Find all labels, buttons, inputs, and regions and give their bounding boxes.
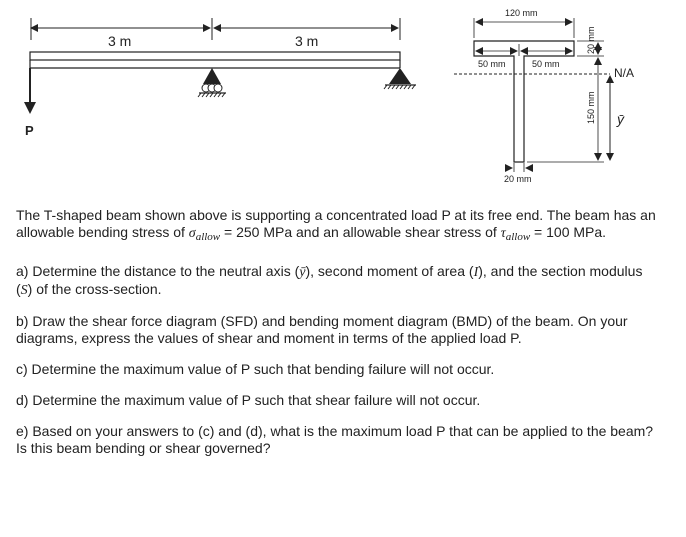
tau-symbol: τ xyxy=(500,226,506,241)
dim-web-height-label: 150 mm xyxy=(586,91,596,124)
problem-intro: The T-shaped beam shown above is supporting a concentrated load P at its free end. The beam has an allowable bending stress of $\sigma_{allow} = 250$ MPa and an allowable shear stress of $\tau_{allow} = 100$ MPa. xyxy=(16,207,656,243)
question-c: c) Determine the maximum value of P such that bending failure will not occur. xyxy=(16,361,495,377)
dim-flange-right-label: 50 mm xyxy=(532,59,560,69)
dim-web-width xyxy=(505,163,533,172)
tau-subscript: allow xyxy=(505,231,531,243)
span-right-label: 3 m xyxy=(295,33,319,49)
question-e: e) Based on your answers to (c) and (d), what is the maximum load P that can be applied to the beam? Is this beam bending or shear governed? xyxy=(16,423,654,456)
question-b: b) Draw the shear force diagram (SFD) and bending moment diagram (BMD) of the beam. On your diagrams, express the values of shear and moment in terms of the applied load P. xyxy=(16,313,628,346)
beam xyxy=(30,52,400,68)
neutral-axis-label: N/A xyxy=(614,66,635,80)
question-a: a) Determine the distance to the neutral axis (ȳ), second moment of area (I), and the section modulus (S) of the cross-section. xyxy=(16,263,643,298)
dim-top-width xyxy=(474,18,574,38)
dim-flange-thickness-label: 20 mm xyxy=(586,26,596,54)
span-dimension xyxy=(31,18,400,40)
problem-statement xyxy=(16,207,656,471)
sigma-symbol: σ xyxy=(188,226,196,241)
ybar-label: ȳ xyxy=(617,111,624,127)
roller-support xyxy=(198,68,226,97)
dim-flange-left-label: 50 mm xyxy=(478,59,506,69)
sigma-subscript: allow xyxy=(195,231,221,243)
load-label: P xyxy=(25,123,34,138)
beam-figure xyxy=(0,0,686,200)
dim-web-width-label: 20 mm xyxy=(504,174,532,184)
question-d: d) Determine the maximum value of P such that shear failure will not occur. xyxy=(16,392,481,408)
span-left-label: 3 m xyxy=(108,33,132,49)
pin-support xyxy=(384,68,416,89)
dim-top-width-label: 120 mm xyxy=(505,8,538,18)
